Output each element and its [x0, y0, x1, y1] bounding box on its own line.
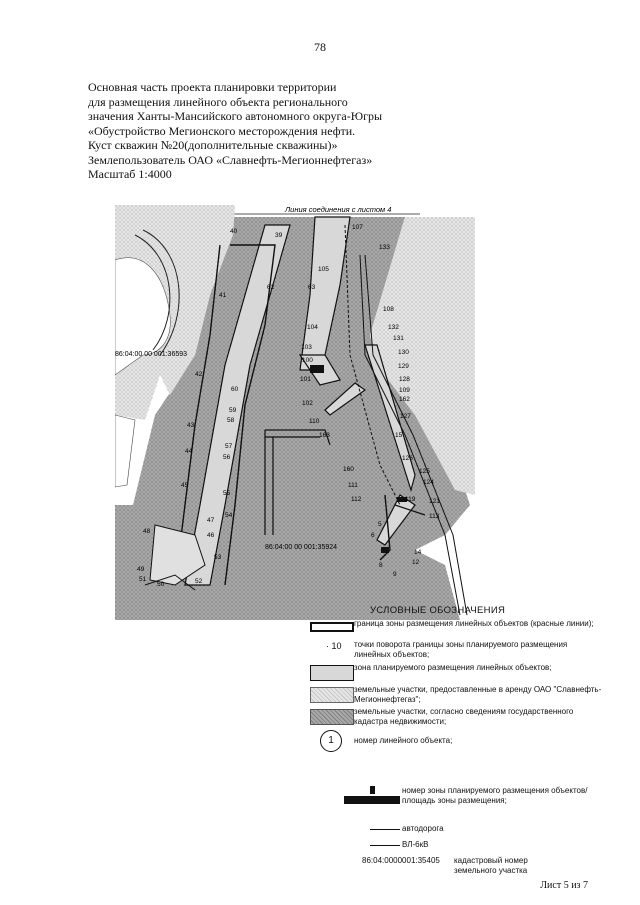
point-label: 111: [348, 482, 358, 489]
legend-item-text: кадастровый номер земельного участка: [454, 856, 528, 875]
header-line: «Обустройство Мегионского месторождения нефти.: [88, 123, 356, 138]
point-label: 125: [419, 468, 430, 475]
power-line-swatch: [370, 845, 400, 846]
point-label: 128: [399, 376, 410, 383]
point-label: 6: [371, 532, 375, 539]
point-label: 108: [383, 306, 394, 313]
point-label: 52: [195, 578, 203, 585]
point-label: 110: [309, 418, 320, 425]
point-label: 42: [195, 371, 203, 378]
point-label: 5: [378, 521, 382, 528]
object-number-circle: 1: [320, 730, 342, 752]
lease-parcel-swatch: [310, 687, 354, 703]
point-label: 112: [351, 496, 362, 503]
point-label: 105: [318, 266, 329, 273]
point-label: 113: [429, 513, 440, 520]
point-label: 59: [229, 407, 237, 414]
header-line: для размещения линейного объекта регионального: [88, 94, 348, 109]
point-label: 104: [307, 324, 318, 331]
planning-map: [115, 205, 475, 625]
page-number: 78: [314, 40, 326, 54]
legend-item-text: номер зоны планируемого размещения объектов/площадь зоны размещения;: [402, 786, 588, 805]
point-label: 109: [399, 387, 410, 394]
point-label: 63: [308, 284, 316, 291]
point-label: 49: [137, 566, 145, 573]
point-label: 40: [230, 228, 238, 235]
point-label: 53: [214, 554, 222, 561]
point-label: 50: [157, 581, 165, 588]
point-label: 56: [223, 454, 231, 461]
point-label: 46: [207, 532, 215, 539]
connection-line-label: Линия соединения с листом 4: [285, 205, 392, 214]
point-label: 15: [395, 432, 403, 439]
point-label: 12: [412, 559, 420, 566]
point-label: 100: [302, 357, 313, 364]
legend-item-text: земельные участки, предоставленные в аренду ОАО "Славнефть-Мегионнефтегаз";: [354, 685, 602, 704]
point-label: 129: [398, 363, 409, 370]
point-label: 126: [402, 455, 413, 462]
point-label: 133: [379, 244, 390, 251]
point-label: 55: [223, 490, 231, 497]
point-label: 107: [352, 224, 363, 231]
legend-item-text: ВЛ-6кВ: [402, 840, 429, 849]
object-marker: [310, 365, 324, 373]
point-label: 39: [275, 232, 283, 239]
header-line: Основная часть проекта планировки территории: [88, 80, 337, 94]
point-label: 131: [393, 335, 404, 342]
point-label: 101: [300, 376, 311, 383]
legend-item-text: земельные участки, согласно сведениям государственного кадастра недвижимости;: [354, 707, 574, 726]
point-label: 47: [207, 517, 215, 524]
point-label: 41: [219, 292, 227, 299]
point-label: 60: [231, 386, 239, 393]
cadastral-number-label: 86:04:00 00 001:35924: [265, 544, 338, 551]
point-label: 9: [393, 571, 397, 578]
turn-point-symbol: · 10: [326, 641, 342, 651]
header-line: Землепользователь ОАО «Славнефть-Мегионнефтегаз»: [88, 152, 373, 167]
zone-number-marker: [344, 796, 400, 804]
point-label: 62: [267, 284, 275, 291]
point-label: 127: [400, 413, 411, 420]
point-label: 130: [398, 349, 409, 356]
point-label: 121: [429, 498, 440, 505]
white-lot: [115, 415, 135, 487]
point-label: 8: [379, 562, 383, 569]
cadastral-number-label: 86:04:00 00 001:36593: [115, 351, 188, 358]
point-label: 162: [399, 396, 410, 403]
point-label: 160: [343, 466, 354, 473]
header-line: Масштаб 1:4000: [88, 167, 172, 181]
point-label: 132: [388, 324, 399, 331]
point-label: 44: [185, 448, 193, 455]
cadastral-number-sample: 86:04:0000001:35405: [362, 856, 440, 865]
legend-title: УСЛОВНЫЕ ОБОЗНАЧЕНИЯ: [370, 605, 506, 616]
legend-item-text: зона планируемого размещения линейных объектов;: [354, 663, 552, 672]
point-label: 48: [143, 528, 151, 535]
placement-zone-swatch: [310, 665, 354, 681]
legend-item-text: точки поворота границы зоны планируемого размещения линейных объектов;: [354, 640, 568, 659]
legend-item-text: граница зоны размещения линейных объектов (красные линии);: [354, 619, 594, 628]
sheet-footer: Лист 5 из 7: [540, 880, 588, 891]
point-label: 14: [414, 549, 422, 556]
legend-item-text: автодорога: [402, 824, 444, 833]
road-swatch: [370, 829, 400, 830]
header-line: значения Ханты-Мансийского автономного округа-Югры: [88, 109, 383, 123]
point-label: 43: [187, 422, 195, 429]
point-label: 58: [227, 417, 235, 424]
point-label: 119: [405, 496, 416, 503]
header-line: Куст скважин №20(дополнительные скважины)»: [88, 138, 338, 152]
map-svg: [115, 205, 475, 625]
red-line-swatch: [310, 622, 354, 632]
object-marker: [381, 547, 389, 553]
point-label: 45: [181, 482, 189, 489]
cadastral-parcel-swatch: [310, 709, 354, 725]
zone-number-marker: [370, 786, 375, 794]
point-label: 103: [301, 344, 312, 351]
point-label: 124: [423, 479, 434, 486]
document-header: [88, 80, 508, 182]
point-label: 54: [225, 512, 233, 519]
point-label: 102: [302, 400, 313, 407]
point-label: 57: [225, 443, 233, 450]
point-label: 51: [139, 576, 147, 583]
legend-item-text: номер линейного объекта;: [354, 736, 453, 745]
point-label: 163: [319, 432, 330, 439]
